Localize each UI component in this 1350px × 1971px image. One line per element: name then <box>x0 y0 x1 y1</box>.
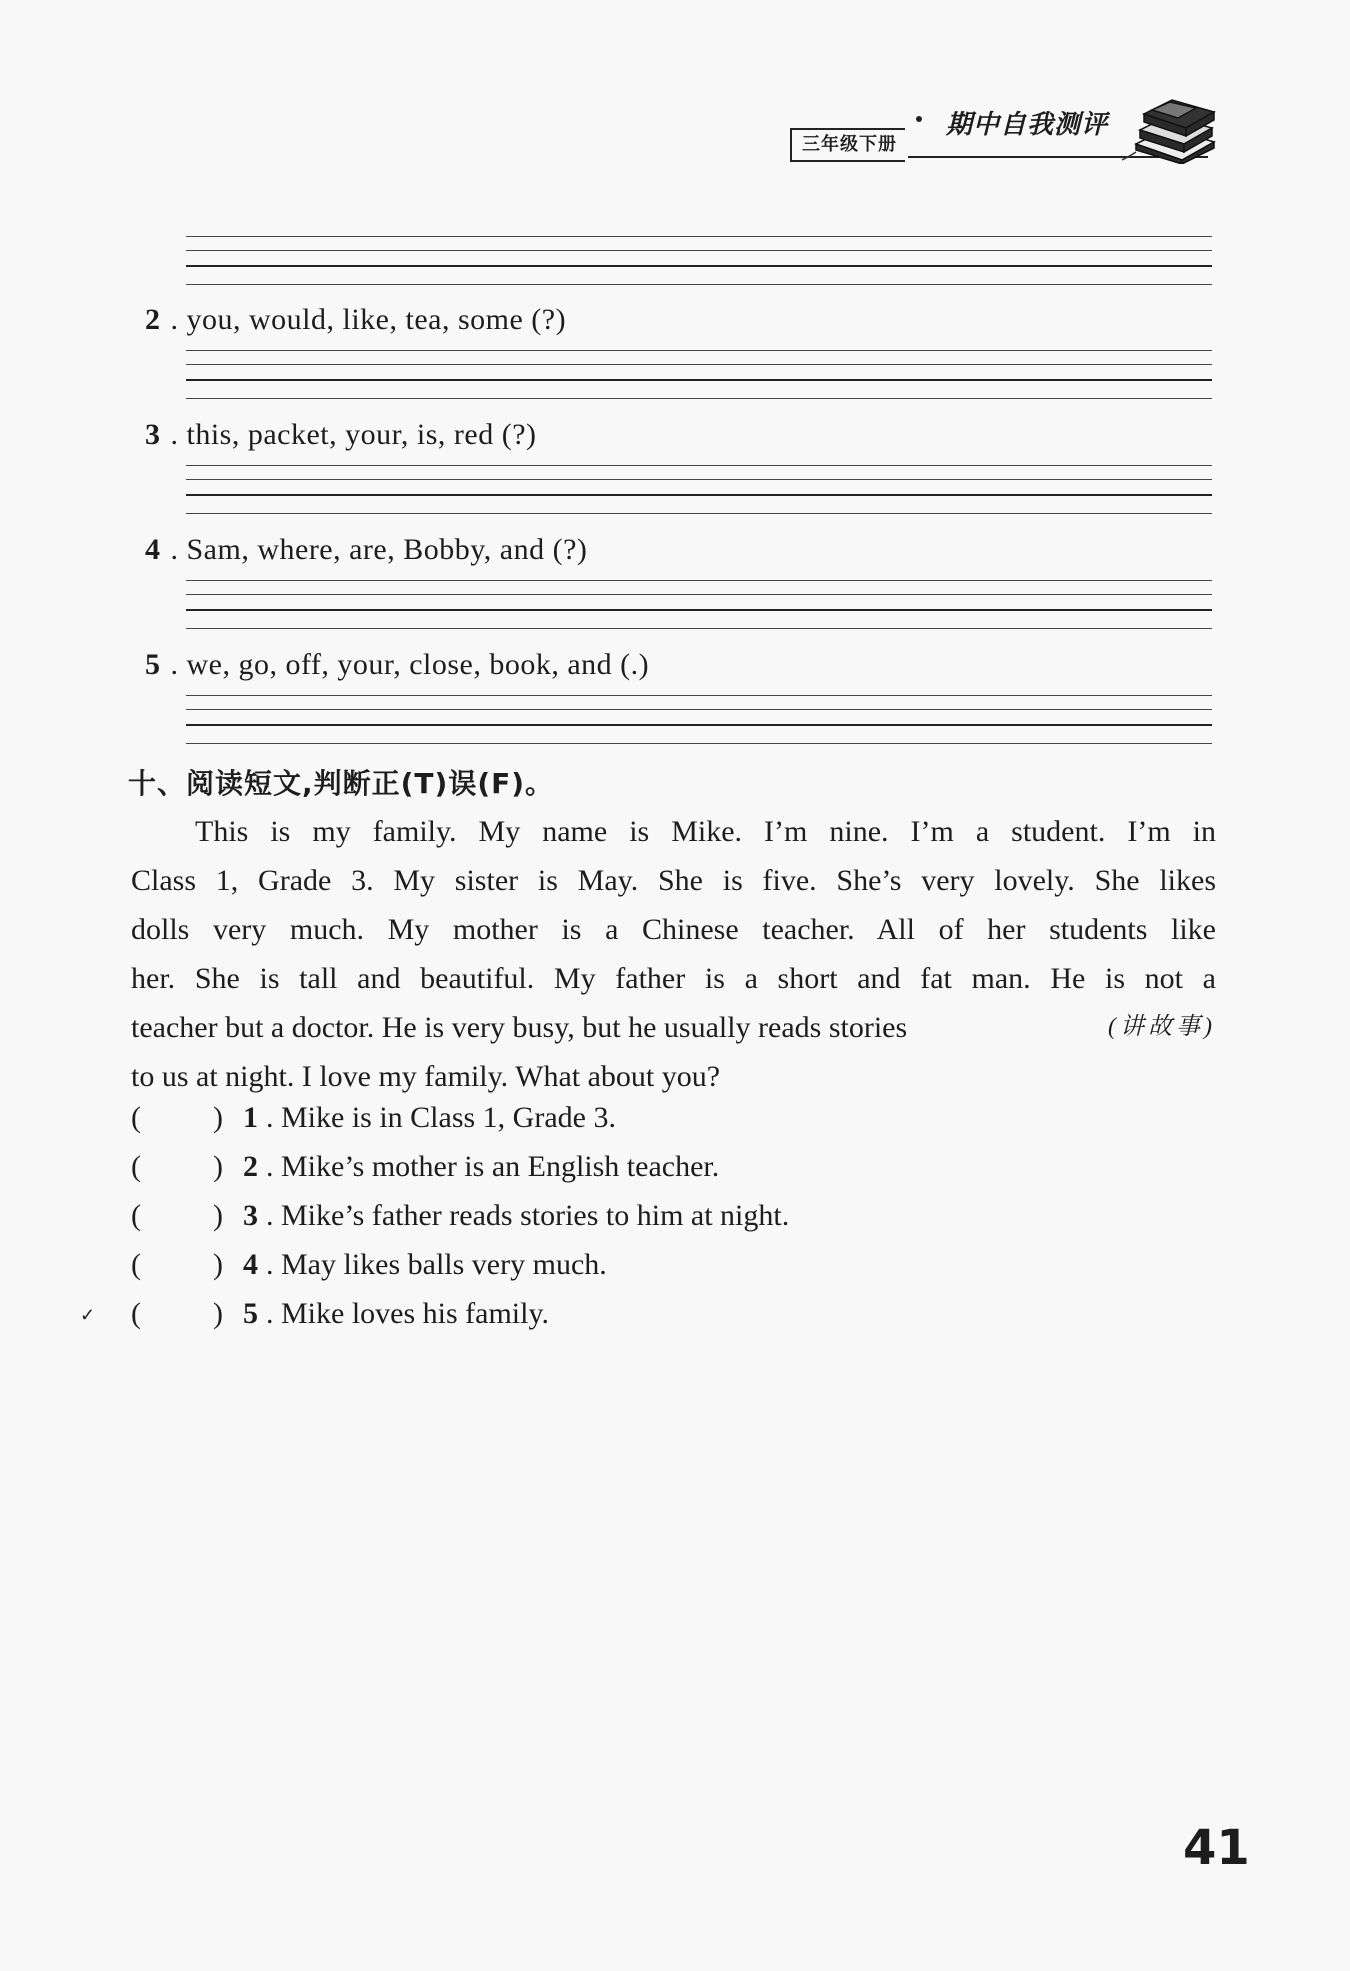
header-dot <box>916 116 922 122</box>
statement-4: ( ) 4 . May likes balls very much. <box>131 1248 607 1281</box>
statement-1: ( ) 1 . Mike is in Class 1, Grade 3. <box>131 1101 616 1134</box>
question-text: . you, would, like, tea, some (?) <box>170 303 567 336</box>
writing-lines[interactable] <box>186 465 1212 517</box>
question-number: 3 <box>145 418 161 451</box>
passage-line-with-note <box>131 1003 1216 1052</box>
answer-blank[interactable]: ( ) <box>131 1248 223 1281</box>
question-3 <box>145 418 537 452</box>
answer-blank[interactable]: ( ) <box>131 1101 223 1134</box>
check-mark: ✓ <box>80 1305 96 1325</box>
answer-blank[interactable]: ( ) <box>131 1297 223 1330</box>
question-number: 2 <box>145 303 161 336</box>
question-text: . this, packet, your, is, red (?) <box>170 418 537 451</box>
page-number: 41 <box>1183 1820 1250 1876</box>
passage-line: dolls very much. My mother is a Chinese teacher. All of her students like <box>131 913 1216 946</box>
gloss-note: (讲故事) <box>1108 1014 1216 1040</box>
passage-line: her. She is tall and beautiful. My father is a short and fat man. He is not a <box>131 962 1216 995</box>
grade-label: 三年级下册 <box>790 128 905 162</box>
answer-blank[interactable]: ( ) <box>131 1150 223 1183</box>
passage-line: to us at night. I love my family. What about you? <box>131 1060 721 1093</box>
statement-2: ( ) 2 . Mike’s mother is an English teacher. <box>131 1150 720 1183</box>
statement-3: ( ) 3 . Mike’s father reads stories to him at night. <box>131 1199 790 1232</box>
passage-line: Class 1, Grade 3. My sister is May. She is five. She’s very lovely. She likes <box>131 864 1216 897</box>
question-5 <box>145 648 649 682</box>
answer-blank[interactable]: ( ) <box>131 1199 223 1232</box>
question-2 <box>145 303 566 337</box>
writing-lines[interactable] <box>186 350 1212 402</box>
reading-passage <box>131 807 1216 1101</box>
passage-line: This is my family. My name is Mike. I’m nine. I’m a student. I’m in <box>195 815 1216 848</box>
writing-lines[interactable] <box>186 580 1212 632</box>
section-title: 期中自我测评 <box>946 110 1109 140</box>
question-text: . we, go, off, your, close, book, and (.) <box>170 648 650 681</box>
page-header <box>790 92 1220 172</box>
question-4 <box>145 533 587 567</box>
section-10-heading: 十、阅读短文,判断正(T)误(F)。 <box>128 767 555 800</box>
statement-5: ( ) 5 . Mike loves his family. <box>131 1297 550 1330</box>
writing-lines[interactable] <box>186 695 1212 747</box>
passage-line: teacher but a doctor. He is very busy, but he usually reads stories <box>131 1011 908 1044</box>
books-icon <box>1122 92 1222 164</box>
question-number: 4 <box>145 533 161 566</box>
writing-lines[interactable] <box>186 236 1212 288</box>
question-text: . Sam, where, are, Bobby, and (?) <box>170 533 588 566</box>
question-number: 5 <box>145 648 161 681</box>
